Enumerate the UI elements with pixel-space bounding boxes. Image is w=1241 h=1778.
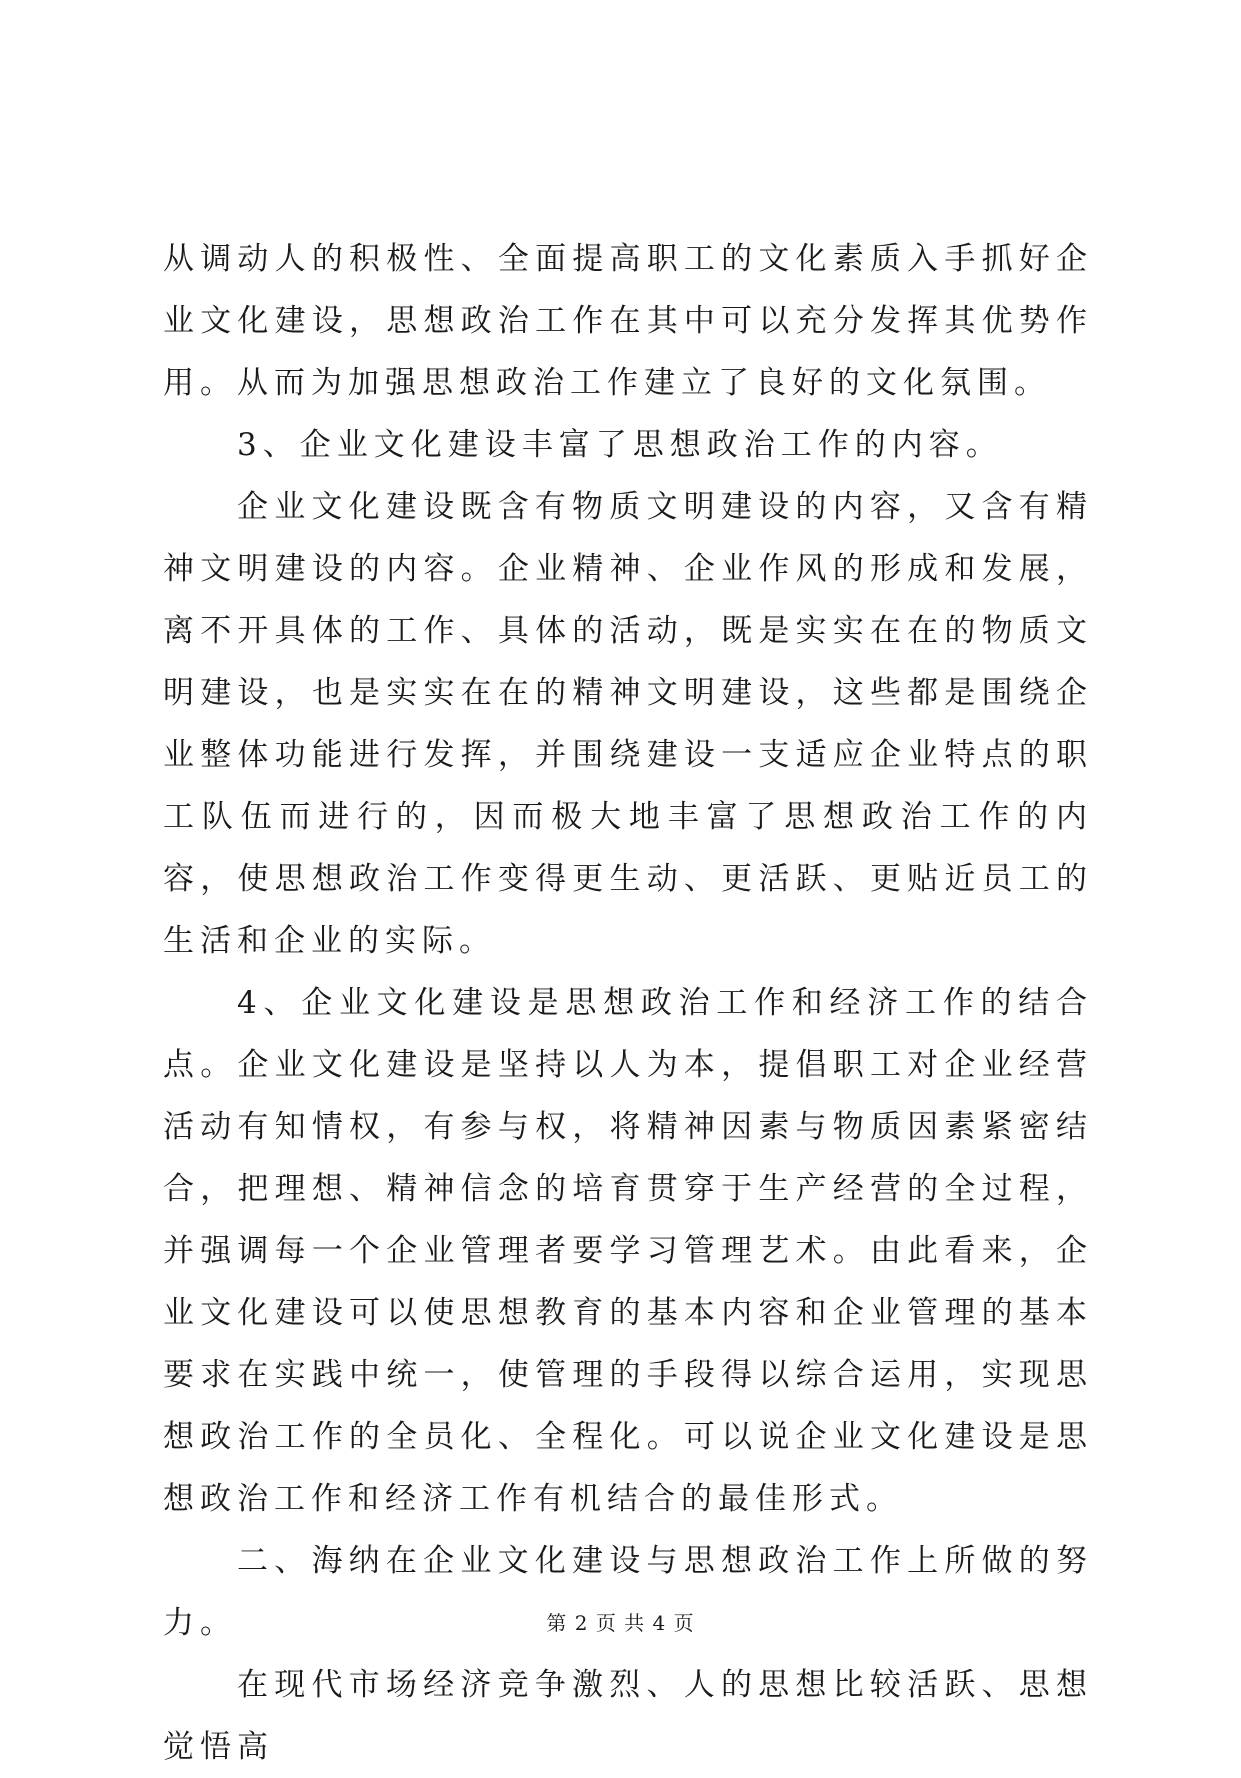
paragraph-heading-4: 4、企业文化建设是思想政治工作和经济工作的结合点。企业文化建设是坚持以人为本，提倡职工对企业经营活动有知情权，有参与权，将精神因素与物质因素紧密结合，把理想、精神信念的培育贯穿于生产经营的全过程，并强调每一个企业管理者要学习管理艺术。由此看来，企业文化建设可以使思想教育的基本内容和企业管理的基本要求在实践中统一，使管理的手段得以综合运用，实现思想政治工作的全员化、全程化。可以说企业文化建设是思想政治工作和经济工作有机结合的最佳形式。 xyxy=(163,985,1093,1517)
paragraph-heading-3: 3、企业文化建设丰富了思想政治工作的内容。 xyxy=(237,427,1003,463)
paragraph-body: 在现代市场经济竞争激烈、人的思想比较活跃、思想觉悟高 xyxy=(163,1667,1093,1765)
page-number-footer: 第 2 页 共 4 页 xyxy=(546,1611,695,1635)
document-body xyxy=(163,228,1093,1778)
section-heading-2: 二、海纳在企业文化建设与思想政治工作上所做的努力。 xyxy=(163,1543,1093,1641)
paragraph-continuation: 从调动人的积极性、全面提高职工的文化素质入手抓好企业文化建设，思想政治工作在其中可以充分发挥其优势作用。从而为加强思想政治工作建立了良好的文化氛围。 xyxy=(163,241,1093,401)
paragraph-body: 企业文化建设既含有物质文明建设的内容，又含有精神文明建设的内容。企业精神、企业作风的形成和发展，离不开具体的工作、具体的活动，既是实实在在的物质文明建设，也是实实在在的精神文明建设，这些都是围绕企业整体功能进行发挥，并围绕建设一支适应企业特点的职工队伍而进行的，因而极大地丰富了思想政治工作的内容，使思想政治工作变得更生动、更活跃、更贴近员工的生活和企业的实际。 xyxy=(163,489,1093,959)
